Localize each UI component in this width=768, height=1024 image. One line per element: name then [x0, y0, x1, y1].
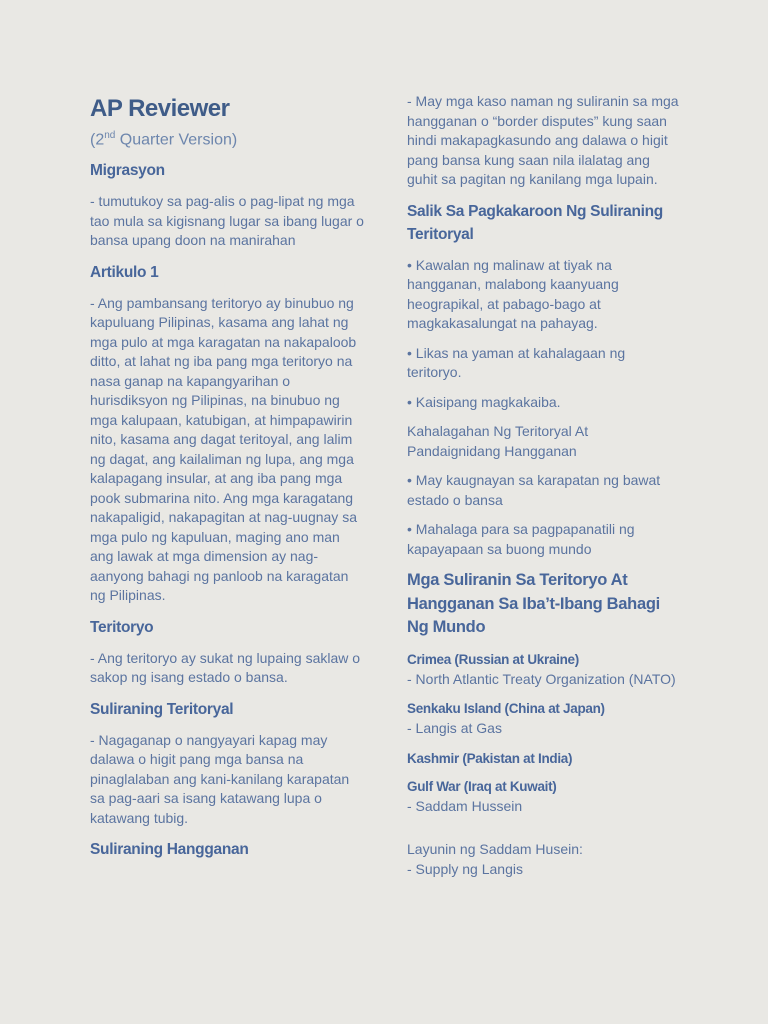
- text-migrasyon: - tumutukoy sa pag-alis o pag-lipat ng mga tao mula sa kigisnang lugar sa ibang lugar o bansa upang doon na manirahan: [90, 193, 364, 249]
- left-column: [90, 93, 365, 871]
- right-column: [407, 92, 682, 879]
- kahalagahan-item: • Mahalaga para sa pagpapanatili ng kapayapaan sa buong mundo: [407, 521, 635, 557]
- heading-artikulo: Artikulo 1: [90, 263, 159, 281]
- text-artikulo: - Ang pambansang teritoryo ay binubuo ng kapuluang Pilipinas, kasama ang lahat ng mga pulo at mga karagatan na nakapaloob ditto, at lahat ng iba pang mga teritoryo na nasa ganap na kapangyarihan o hurisdiksyon ng Pilipinas, na binubuo ng mga kalupaan, katubigan, at himpapawirin nito, kasama ang dagat teritoyal, ang lalim ng dagat, ang kailaliman ng lupa, ang mga kalapagang insular, at ang iba pang mga pook submarina nito. Ang mga karagatang nakapaligid, nakapagitan at nag-uugnay sa mga pulo ng kapuluan, maging ano man ang lawak at mga dimension ay nag-aanyong bahagi ng panloob na karagatan ng Pilipinas.: [90, 294, 357, 604]
- case-title: Kashmir (Pakistan at India): [407, 750, 573, 766]
- heading-salik: Salik Sa Pagkakaroon Ng Suliraning Teritoryal: [407, 202, 663, 243]
- layunin-detail: - Supply ng Langis: [407, 860, 523, 877]
- text-teritoryo: - Ang teritoryo ay sukat ng lupaing saklaw o sakop ng isang estado o bansa.: [90, 649, 361, 686]
- page-title: AP Reviewer: [90, 95, 230, 122]
- text-suliraning-teritoryal: - Nagaganap o nangyayari kapag may dalawa o higit pang mga bansa na pinaglalaban ang kani-kanilang karapatan sa pag-aari sa isang katawang lupa o katawang tubig.: [90, 731, 350, 826]
- page-subtitle: (2nd Quarter Version): [90, 130, 238, 149]
- text-suliraning-hangganan: - May mga kaso naman ng suliranin sa mga hangganan o “border disputes” kung saan hindi makapagkasundo ang dalawa o higit pang bansa kung saan nila ilalatag ang guhit sa pagitan ng kanilang mga lupain.: [407, 93, 679, 187]
- salik-item: • Likas na yaman at kahalagaan ng teritoryo.: [407, 344, 626, 380]
- heading-migrasyon: Migrasyon: [90, 162, 165, 180]
- case-title: Senkaku Island (China at Japan): [407, 701, 605, 716]
- heading-mga-suliranin: Mga Suliranin Sa Teritoryo At Hangganan Sa Iba’t-Ibang Bahagi Ng Mundo: [407, 571, 660, 636]
- heading-suliraning-teritoryal: Suliraning Teritoryal: [90, 700, 234, 718]
- layunin-label: Layunin ng Saddam Husein:: [407, 841, 583, 857]
- case-detail: - Langis at Gas: [407, 720, 502, 736]
- case-kashmir: [407, 749, 682, 777]
- heading-suliraning-hangganan: Suliraning Hangganan: [90, 841, 249, 859]
- case-gulf-war: [407, 777, 682, 817]
- case-detail: - North Atlantic Treaty Organization (NATO): [407, 670, 676, 687]
- salik-item: • Kaisipang magkakaiba.: [407, 393, 561, 410]
- salik-item: • Kawalan ng malinaw at tiyak na hangganan, malabong kaanyuang heograpikal, at pabago-bago at magkakasalungat na pahayag.: [407, 256, 619, 331]
- case-title: Crimea (Russian at Ukraine): [407, 651, 579, 667]
- case-title: Gulf War (Iraq at Kuwait): [407, 778, 557, 794]
- case-detail: - Saddam Hussein: [407, 797, 523, 814]
- heading-kahalagahan: Kahalagahan Ng Teritoryal At Pandaignidang Hangganan: [407, 423, 589, 459]
- heading-teritoryo: Teritoryo: [90, 618, 154, 636]
- case-crimea: [407, 650, 682, 690]
- kahalagahan-item: • May kaugnayan sa karapatan ng bawat estado o bansa: [407, 472, 661, 508]
- case-senkaku: [407, 699, 682, 739]
